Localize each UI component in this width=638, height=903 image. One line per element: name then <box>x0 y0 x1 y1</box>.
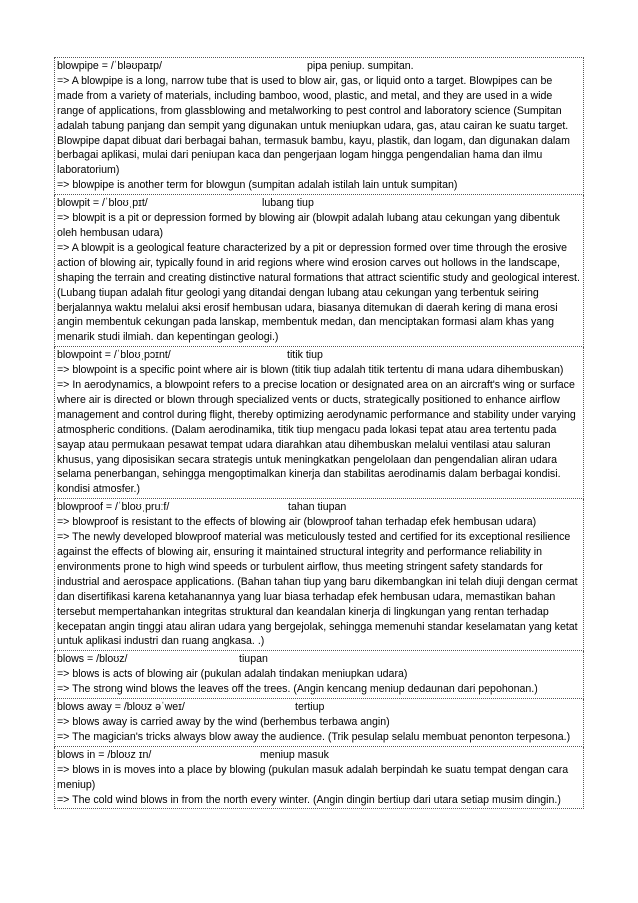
entry-translation: titik tiup <box>287 349 323 362</box>
entry-translation: meniup masuk <box>260 748 329 761</box>
entry-example: => The strong wind blows the leaves off the trees. (Angin kencang meniup dedaunan dari pepohonan.) <box>57 683 538 696</box>
entry-headline <box>57 348 581 363</box>
glossary-entry <box>54 195 584 347</box>
entry-definition: => blows is acts of blowing air (pukulan adalah tindakan meniupkan udara) <box>57 668 408 681</box>
entry-example: => The cold wind blows in from the north every winter. (Angin dingin bertiup dari utara setiap musim dingin.) <box>57 793 561 806</box>
entry-headword: blowpipe = /ˈbləʊpaɪp/ <box>57 60 162 72</box>
entry-translation: tahan tiupan <box>288 501 347 514</box>
entry-example: => The magician's tricks always blow away the audience. (Trik pesulap selalu membuat penonton terpesona.) <box>57 730 571 743</box>
entry-example: => The newly developed blowproof material was meticulously tested and certified for its exceptional resilience against the effects of blowing air, ensuring it maintained structural integrity and performance reliability in environments prone to high wind speeds or turbulent airflow, thus meeting stringent safety standards for industrial and aerospace applications. (Bahan tahan tiup yang baru dikembangkan ini telah diuji dengan cermat dan disertifikasi karena ketahanannya yang luar biasa terhadap efek hembusan udara, memastikan bahan tersebut mempertahankan integritas struktural dan keandalan kinerja di lingkungan yang rentan terhadap kecepatan angin tinggi atau aliran udara yang bergejolak, sehingga memenuhi standar keselamatan yang ketat untuk aplikasi industri dan ruang angkasa. .) <box>57 531 578 648</box>
entry-translation: lubang tiup <box>262 197 314 210</box>
entry-definition: => blowpipe is another term for blowgun (sumpitan adalah istilah lain untuk sumpitan) <box>57 179 458 192</box>
glossary-entry <box>54 699 584 747</box>
entry-definition: => blows away is carried away by the wind (berhembus terbawa angin) <box>57 715 390 728</box>
entry-translation: pipa peniup. sumpitan. <box>307 60 414 72</box>
entry-headline <box>57 500 581 515</box>
entry-definition: => blowpit is a pit or depression formed by blowing air (blowpit adalah lubang atau cekungan yang dibentuk oleh hembusan udara) <box>57 212 560 239</box>
entry-headline <box>57 652 581 667</box>
entry-headword: blowpoint = /ˈbloʊˌpɔɪnt/ <box>57 349 171 362</box>
entry-headword: blows away = /bloʊz əˈweɪ/ <box>57 701 185 714</box>
entry-headline <box>57 196 581 211</box>
entry-definition: => blows in is moves into a place by blowing (pukulan masuk adalah berpindah ke suatu tempat dengan cara meniup) <box>57 763 569 791</box>
entry-definition: => blowproof is resistant to the effects of blowing air (blowproof tahan terhadap efek hembusan udara) <box>57 516 537 529</box>
entry-headword: blows in = /bloʊz ɪn/ <box>57 748 152 761</box>
entry-headword: blowproof = /ˈbloʊˌpruːf/ <box>57 501 170 514</box>
glossary-entry <box>54 347 584 499</box>
entry-headline <box>57 748 581 763</box>
entry-definition: => A blowpipe is a long, narrow tube that is used to blow air, gas, or liquid onto a target. Blowpipes can be made from a variety of materials, including bamboo, wood, plastic, and metal, and they are used in a wide range of applications, from glassblowing and metalworking to pest control and laboratory science (Sumpitan adalah tabung panjang dan sempit yang digunakan untuk meniupkan udara, gas, atau cairan ke suatu target. Blowpipe dapat dibuat dari berbagai bahan, termasuk bambu, kayu, plastik, dan logam, dan digunakan dalam berbagai aplikasi, mulai dari peniupan kaca dan pengerjaan logam hingga pengendalian hama dan ilmu laboratorium) <box>57 74 570 177</box>
entry-example: => A blowpit is a geological feature characterized by a pit or depression formed over time through the erosive action of blowing air, typically found in arid regions where wind erosion carves out hollows in the landscape, shaping the terrain and creating distinctive natural formations that attract scientific study and geological interest. (Lubang tiupan adalah fitur geologi yang ditandai dengan lubang atau cekungan yang terbentuk seiring berjalannya waktu melalui aksi erosif hembusan udara, biasanya ditemukan di daerah kering di mana erosi angin membentuk cekungan pada lanskap, membentuk medan, dan menciptakan formasi alam khas yang menarik studi ilmiah. dan kepentingan geologi.) <box>57 241 580 344</box>
glossary-entry <box>54 651 584 699</box>
entry-headword: blows = /bloʊz/ <box>57 653 128 666</box>
entry-definition: => blowpoint is a specific point where air is blown (titik tiup adalah titik tertentu di mana udara dihembuskan) <box>57 364 564 377</box>
glossary-entry <box>54 499 584 651</box>
entry-headline <box>57 700 581 715</box>
glossary-entry <box>54 747 584 810</box>
entry-example: => In aerodynamics, a blowpoint refers to a precise location or designated area on an aircraft's wing or surface where air is directed or blown through specialized vents or ducts, strategically positioned to enhance airflow management and control during flight, thereby optimizing aerodynamic performance and stability under varying atmospheric conditions. (Dalam aerodinamika, titik tiup mengacu pada lokasi tepat atau area tertentu pada sayap atau permukaan pesawat tempat udara diarahkan atau dihembuskan melalui ventilasi atau saluran khusus, yang diposisikan secara strategis untuk meningkatkan pengelolaan dan pengendalian aliran udara selama penerbangan, sehingga mengoptimalkan kinerja dan stabilitas aerodinamis dalam berbagai kondisi. kondisi atmosfer.) <box>57 379 576 496</box>
entry-headline <box>57 59 581 74</box>
entry-headword: blowpit = /ˈbloʊˌpɪt/ <box>57 197 148 210</box>
glossary-list <box>54 57 584 809</box>
entry-translation: tiupan <box>239 653 268 666</box>
entry-translation: tertiup <box>295 701 325 714</box>
glossary-entry <box>54 57 584 195</box>
